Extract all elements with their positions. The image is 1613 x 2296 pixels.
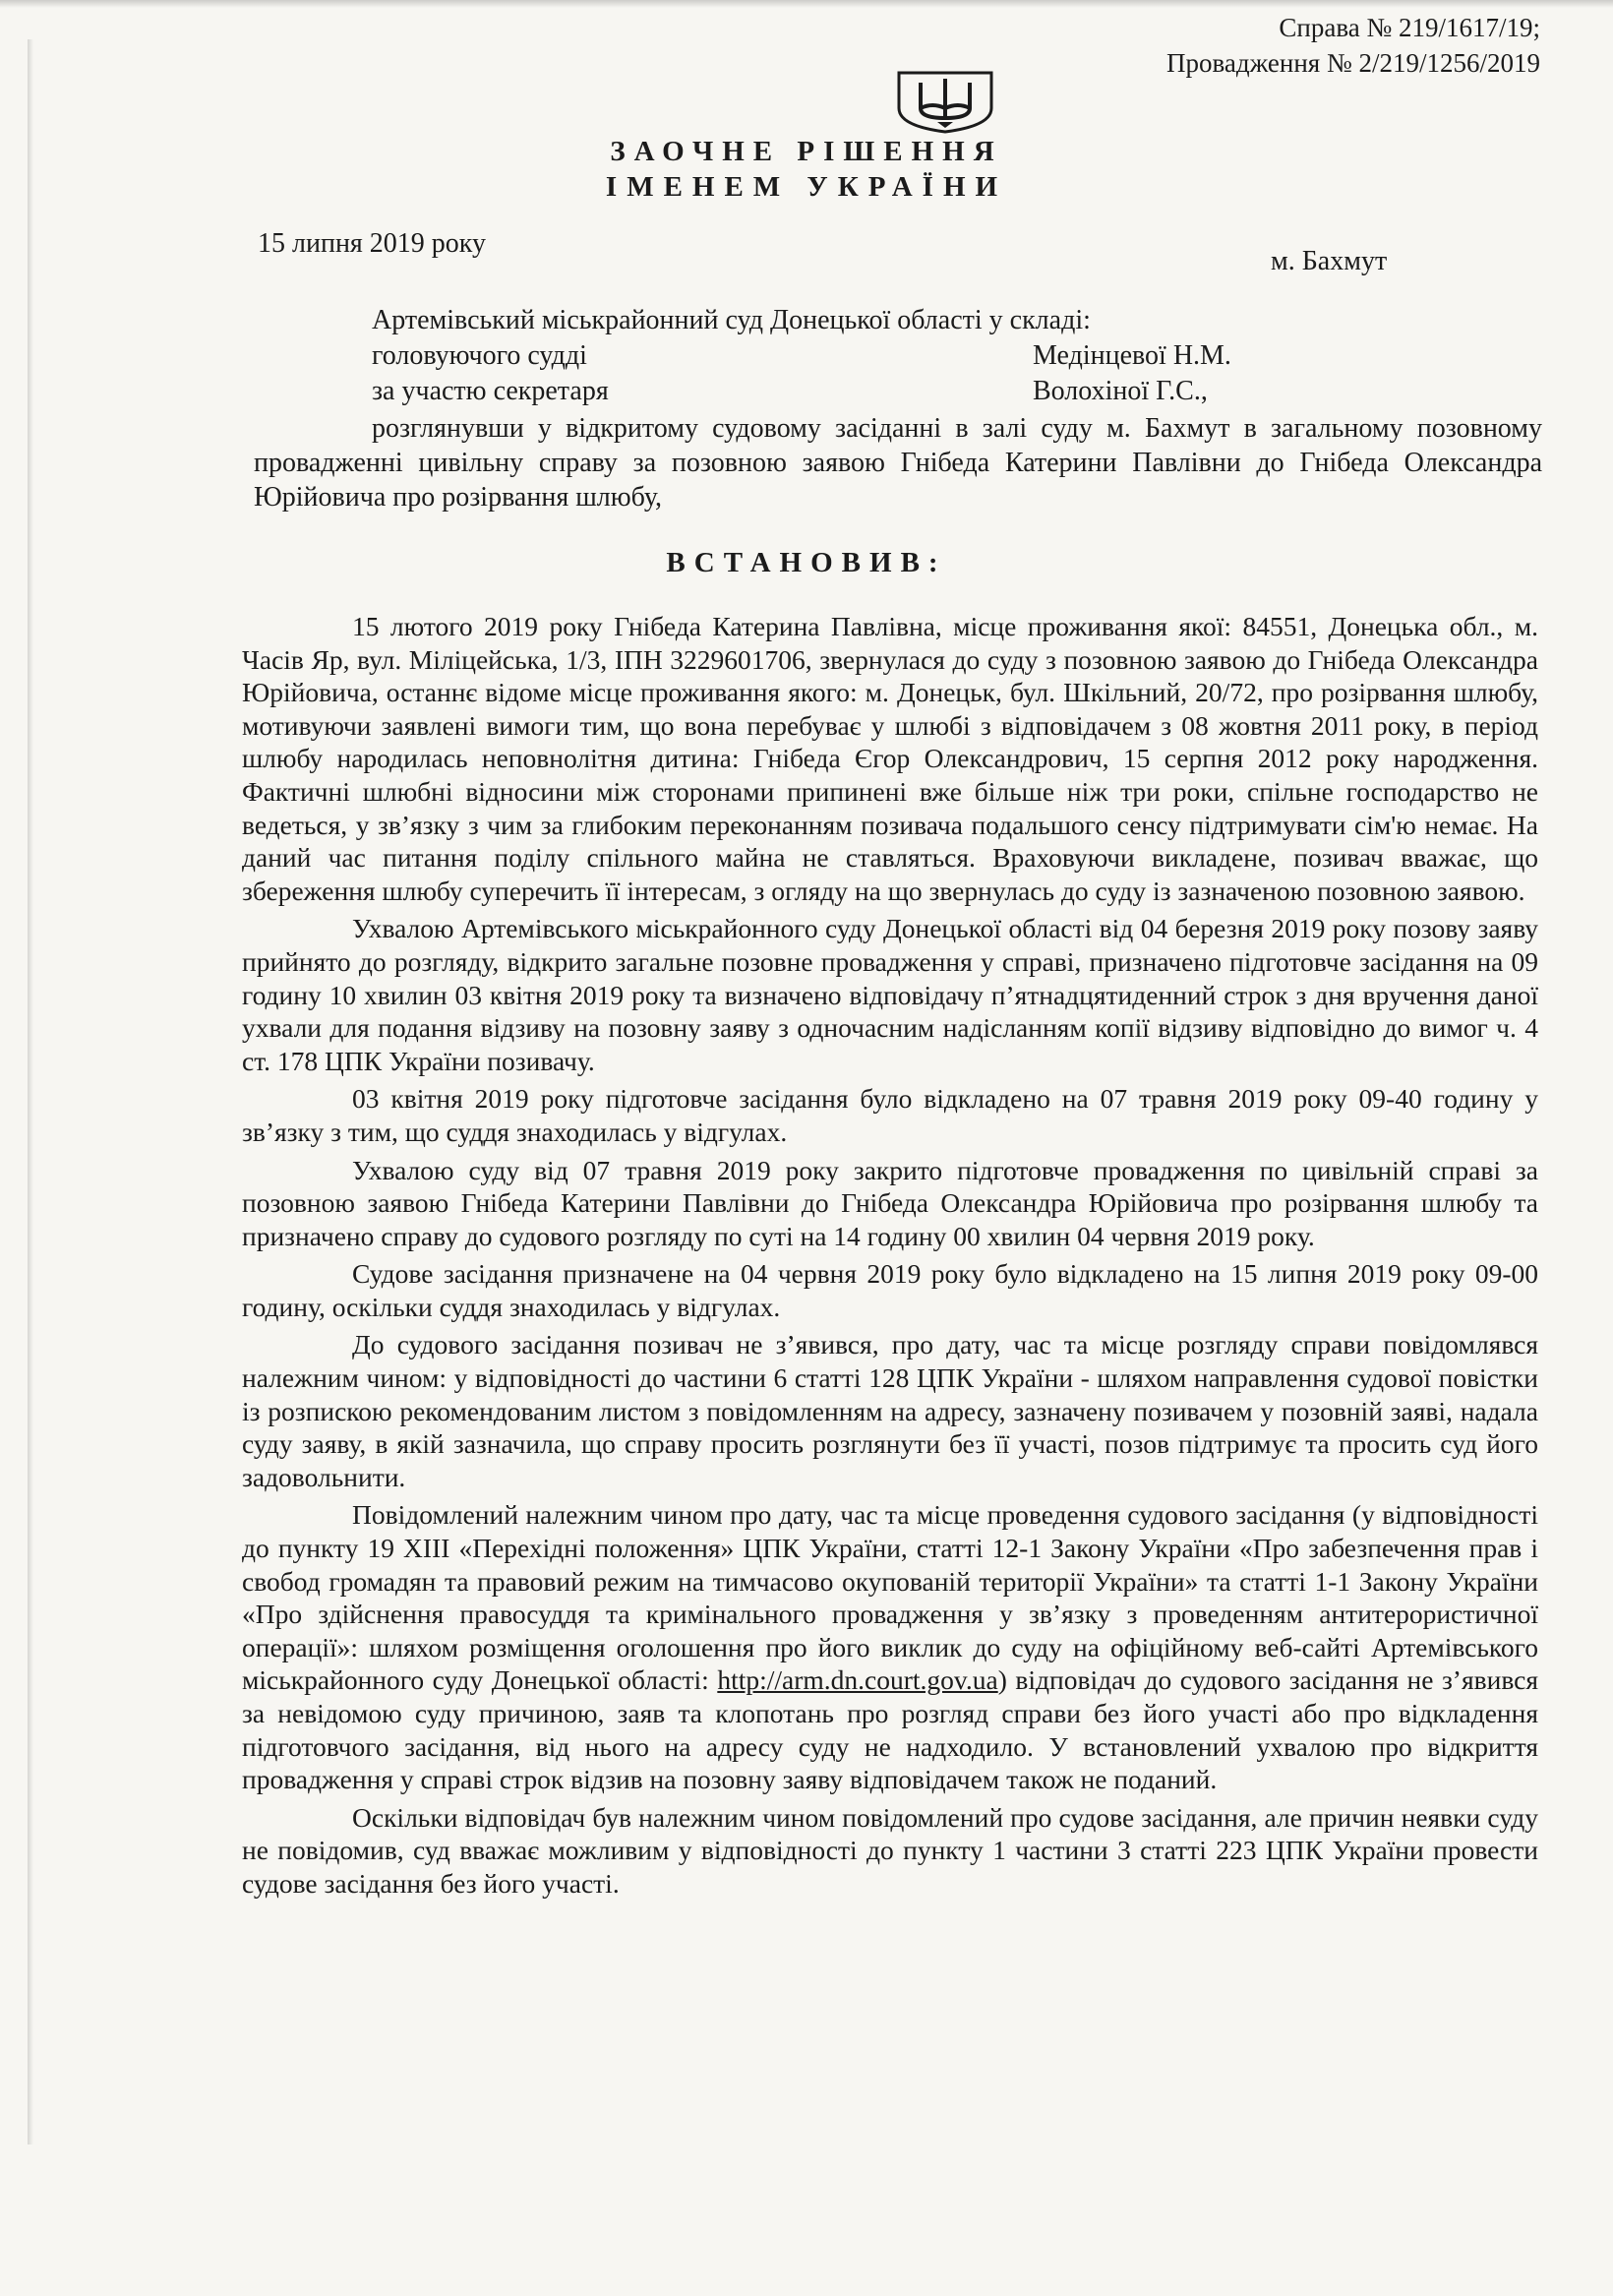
final-paragraph: Оскільки відповідач був належним чином повідомлений про судове засідання, але причин неявки суду не повідомив, суд вважає можливим у відповідності до пункту 1 частини 3 статті 223 ЦПК України провести судове засідання без його участі.	[242, 1801, 1538, 1899]
judge-row	[372, 338, 1552, 374]
judge-name: Медінцевої Н.М.	[1033, 340, 1231, 371]
secretary-row	[372, 374, 1552, 409]
judge-role: головуючого судді	[372, 340, 587, 371]
paragraph: Ухвалою суду від 07 травня 2019 року закрито підготовче провадження по цивільній справі за позовною заявою Гнібеда Катерини Павлівни до Гнібеда Олександра Юрійовича про розірвання шлюбу та призначено справу до судового розгляду по суті на 14 годину 00 хвилин 04 червня 2019 року.	[242, 1154, 1538, 1251]
proceeding-number: Провадження № 2/219/1256/2019	[1166, 48, 1540, 78]
document-title	[0, 134, 1613, 205]
scan-edge-left	[28, 39, 33, 2145]
court-composition	[372, 303, 1552, 409]
paragraph: 03 квітня 2019 року підготовче засідання було відкладено на 07 травня 2019 року 09-40 годину у зв’язку з тим, що суддя знаходилась у відгулах.	[242, 1083, 1538, 1147]
paragraph: Ухвалою Артемівського міськрайонного суду Донецької області від 04 березня 2019 року позову заяву прийнято до розгляду, відкрито загальне позовне провадження у справі, призначено підготовче засідання на 09 годину 10 хвилин 03 квітня 2019 року та визначено відповідачу п’ятнадцятиденний строк з дня вручення даної ухвали для подання відзиву на позовну заяву з одночасним надісланням копії відзиву відповідно до вимог ч. 4 ст. 178 ЦПК України позивачу.	[242, 913, 1538, 1076]
title-line-1: ЗАОЧНЕ РІШЕННЯ	[610, 136, 1003, 167]
trident-emblem-icon	[891, 69, 999, 134]
intro-paragraph: розглянувши у відкритому судовому засіданні в залі суду м. Бахмут в загальному позовному провадженні цивільну справу за позовною заявою Гнібеда Катерини Павлівни до Гнібеда Олександра Юрійовича про розірвання шлюбу,	[254, 413, 1542, 513]
secretary-name: Волохіної Г.С.,	[1033, 376, 1208, 406]
case-reference	[1166, 10, 1540, 81]
paragraph: До судового засідання позивач не з’явився, про дату, час та місце розгляду справи повідомлявся належним чином: у відповідності до частини 6 статті 128 ЦПК України - шляхом направлення судової повістки із розпискою рекомендованим листом з повідомленням на адресу, зазначену позивачем у позовній заяві, надала суду заяву, в якій зазначила, що справу просить розглянути без її участі, позов підтримує та просить суд його задовольнити.	[242, 1329, 1538, 1492]
scan-edge-top	[0, 0, 1613, 8]
title-line-2: ІМЕНЕМ УКРАЇНИ	[605, 171, 1008, 203]
case-number: Справа № 219/1617/19;	[1279, 13, 1540, 42]
section-heading: ВСТАНОВИВ:	[666, 547, 947, 578]
decision-date: 15 липня 2019 року	[258, 228, 487, 259]
notice-text-before-link: Повідомлений належним чином про дату, час та місце проведення судового засідання (у відповідності до пункту 19 XIII «Перехідні положення» ЦПК України, статті 12-1 Закону України «Про забезпечення прав і свобод громадян та правовий режим на тимчасово окупованій території України» та статті 1-1 Закону України «Про здійснення правосуддя та кримінального провадження у зв’язку з проведенням антитерористичної операції»: шляхом розміщення оголошення про його виклик до суду на офіційному веб-сайті Артемівського міськрайонного суду Донецької області:	[242, 1499, 1538, 1696]
paragraph: 15 лютого 2019 року Гнібеда Катерина Павлівна, місце проживання якої: 84551, Донецька обл., м. Часів Яр, вул. Міліцейська, 1/3, ІПН 3229601706, звернулася до суду з позовною заявою до Гнібеда Олександра Юрійовича, останнє відоме місце проживання якого: м. Донецьк, бул. Шкільний, 20/72, про розірвання шлюбу, мотивуючи заявлені вимоги тим, що вона перебуває у шлюбі з відповідачем з 08 жовтня 2011 року, в період шлюбу народилась неповнолітня дитина: Гнібеда Єгор Олександрович, 15 серпня 2012 року народження. Фактичні шлюбні відносини між сторонами припинені вже більше ніж три роки, спільне господарство не ведеться, у зв’язку з чим за глибоким переконанням позивача подальшого сенсу підтримувати сім'ю немає. На даний час питання поділу спільного майна не ставляться. Враховуючи викладене, позивач вважає, що збереження шлюбу суперечить її інтересам, з огляду на що звернулась до суду із зазначеною позовною заявою.	[242, 611, 1538, 906]
secretary-role: за участю секретаря	[372, 376, 609, 406]
document-body	[242, 610, 1538, 1905]
court-composition-line: Артемівський міськрайонний суд Донецької області у складі:	[372, 305, 1091, 335]
decision-city: м. Бахмут	[1271, 246, 1388, 276]
notice-paragraph	[242, 1498, 1538, 1795]
paragraph: Судове засідання призначене на 04 червня 2019 року було відкладено на 15 липня 2019 року 09-00 годину, оскільки суддя знаходилась у відгулах.	[242, 1258, 1538, 1322]
court-website-link[interactable]: http://arm.dn.court.gov.ua	[717, 1664, 998, 1696]
notice-text-after-link: ) відповідач до судового засідання не з’явився за невідомою суду причиною, заяв та клопотань про розгляд справи без його участі або про відкладення підготовчого засідання, від нього на адресу суду не надходило. У встановлений ухвалою про відкриття провадження у справі строк відзив на позовну заяву відповідачем також не поданий.	[242, 1664, 1538, 1795]
